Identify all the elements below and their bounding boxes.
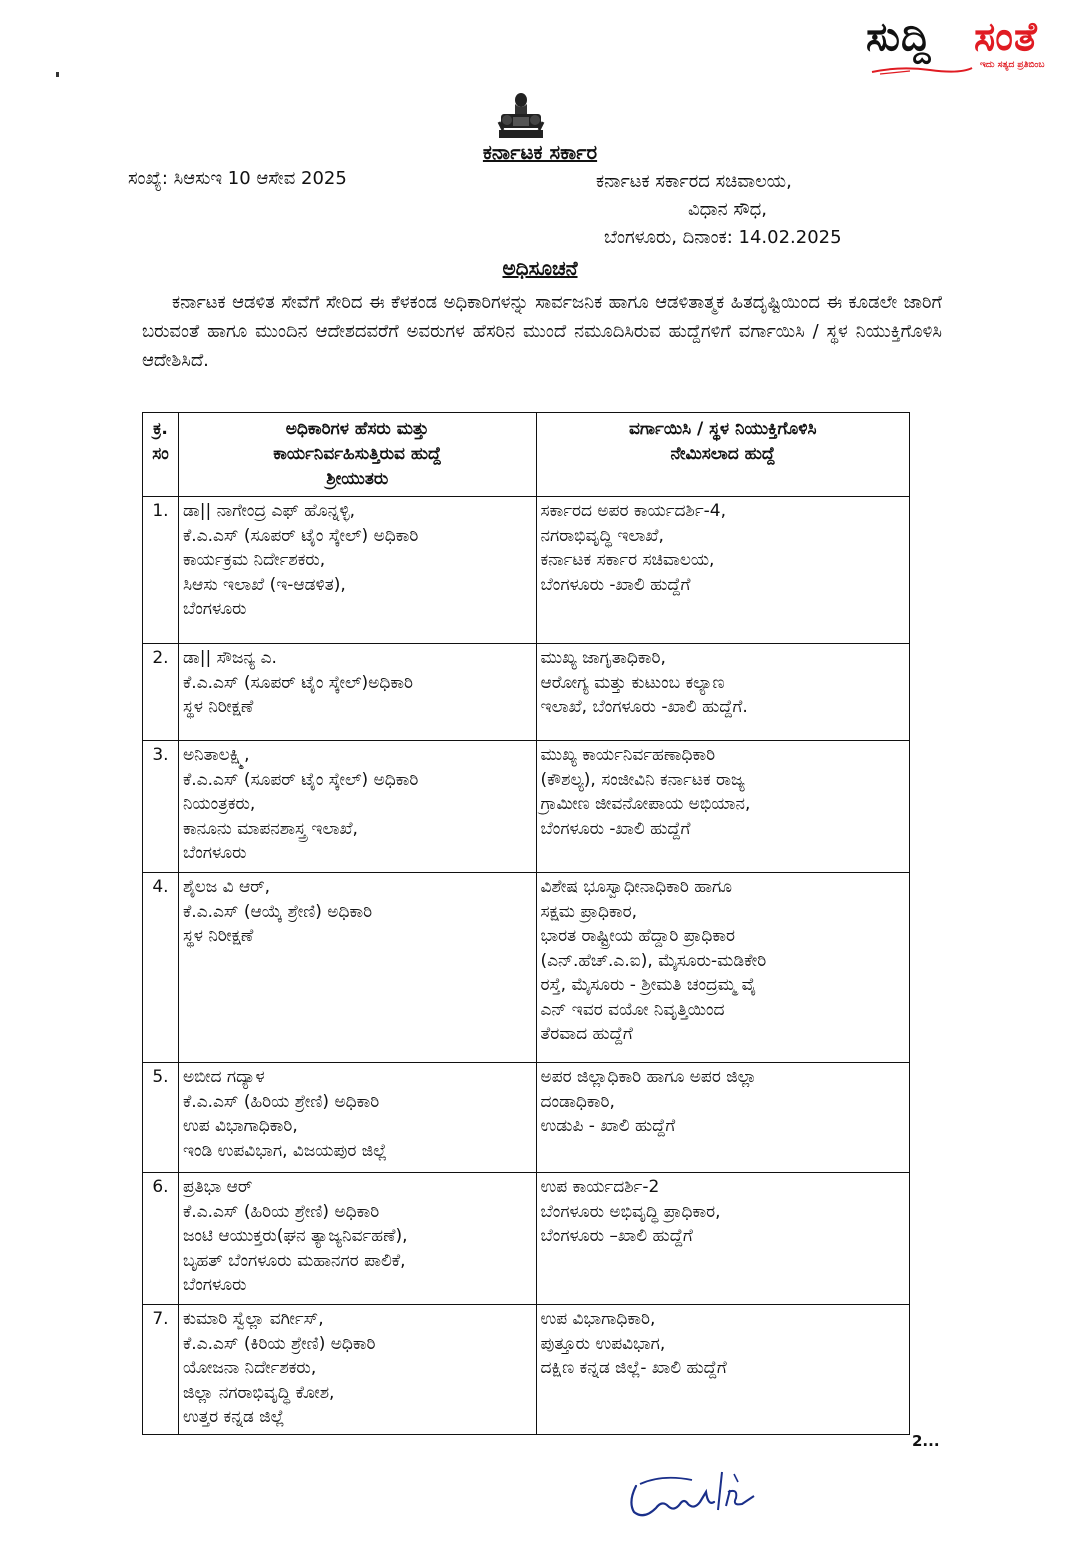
- table-row: [143, 1305, 910, 1435]
- officer-line: ಉತ್ತರ ಕನ್ನಡ ಜಿಲ್ಲೆ: [182, 1407, 285, 1427]
- row-officer: [178, 741, 536, 873]
- posting-line: ಬೆಂಗಳೂರು ಅಭಿವೃದ್ಧಿ ಪ್ರಾಧಿಕಾರ,: [540, 1201, 721, 1222]
- row-officer: [178, 1305, 536, 1435]
- posting-line: ಇಲಾಖೆ, ಬೆಂಗಳೂರು -ಖಾಲಿ ಹುದ್ದೆಗೆ.: [540, 697, 748, 717]
- header-text: ಸಂ: [152, 444, 169, 464]
- posting-line: ಪುತ್ತೂರು ಉಪವಿಭಾಗ,: [540, 1333, 666, 1354]
- row-posting: [536, 1173, 909, 1305]
- header-text: ಕಾರ್ಯನಿರ್ವಹಿಸುತ್ತಿರುವ ಹುದ್ದೆ: [273, 444, 442, 464]
- notification-title: ಅಧಿಸೂಚನೆ: [502, 256, 578, 280]
- page-continued: 2...: [912, 1432, 940, 1450]
- posting-line: ನಗರಾಭಿವೃದ್ಧಿ ಇಲಾಖೆ,: [540, 525, 664, 546]
- row-serial: 4.: [143, 873, 179, 1063]
- posting-line: ಅಪರ ಜಿಲ್ಲಾಧಿಕಾರಿ ಹಾಗೂ ಅಪರ ಜಿಲ್ಲಾ: [540, 1067, 757, 1087]
- header-text: ಶ್ರೀಯುತರು: [326, 469, 389, 489]
- logo-tagline: ಇದು ಸತ್ಯದ ಪ್ರತಿಬಿಂಬ: [980, 60, 1045, 70]
- officer-line: ಜಂಟಿ ಆಯುಕ್ತರು(ಘನ ತ್ಯಾಜ್ಯನಿರ್ವಹಣೆ),: [182, 1226, 408, 1246]
- reference-number: ಸಂಖ್ಯೆ: ಸಿಆಸುಇ 10 ಆಸೇವ 2025: [128, 168, 347, 189]
- posting-line: ಉಪ ಕಾರ್ಯದರ್ಶಿ-2: [540, 1177, 660, 1197]
- officer-line: ಬೆಂಗಳೂರು: [182, 1275, 247, 1295]
- posting-line: ಸಕ್ಷಮ ಪ್ರಾಧಿಕಾರ,: [540, 901, 638, 922]
- officer-line: ಯೋಜನಾ ನಿರ್ದೇಶಕರು,: [182, 1358, 317, 1378]
- posting-line: ಬೆಂಗಳೂರು -ಖಾಲಿ ಹುದ್ದೆಗೆ: [540, 818, 691, 839]
- row-serial: 6.: [143, 1173, 179, 1305]
- posting-line: ಮುಖ್ಯ ಕಾರ್ಯನಿರ್ವಹಣಾಧಿಕಾರಿ: [540, 745, 716, 765]
- table-row: [143, 497, 910, 644]
- karnataka-emblem-icon: [493, 92, 549, 142]
- row-posting: [536, 1305, 909, 1435]
- officer-line: ಇಂಡಿ ಉಪವಿಭಾಗ, ವಿಜಯಪುರ ಜಿಲ್ಲೆ: [182, 1140, 387, 1161]
- logo-word-sante: ಸಂತೆ: [974, 14, 1038, 60]
- table-header-row: [143, 413, 910, 497]
- officer-line: ಅಬೀದ ಗದ್ಯಾಳ: [182, 1067, 265, 1087]
- address-line: ಕರ್ನಾಟಕ ಸರ್ಕಾರದ ಸಚಿವಾಲಯ,: [596, 171, 792, 192]
- officer-line: ಡಾ|| ಸೌಜನ್ಯ ಎ.: [182, 648, 277, 668]
- officer-line: ಕೆ.ಎ.ಎಸ್ (ಸೂಪರ್ ಟೈಂ ಸ್ಕೇಲ್)ಅಧಿಕಾರಿ: [182, 672, 413, 693]
- posting-line: ಕರ್ನಾಟಕ ಸರ್ಕಾರ ಸಚಿವಾಲಯ,: [540, 550, 715, 570]
- row-posting: [536, 644, 909, 741]
- header-text: ನೇಮಿಸಲಾದ ಹುದ್ದೆ: [670, 444, 776, 464]
- posting-line: ದಂಡಾಧಿಕಾರಿ,: [540, 1091, 615, 1112]
- table-row: [143, 1063, 910, 1173]
- officer-line: ಕಾನೂನು ಮಾಪನಶಾಸ್ತ್ರ ಇಲಾಖೆ,: [182, 818, 358, 839]
- posting-line: ಬೆಂಗಳೂರು –ಖಾಲಿ ಹುದ್ದೆಗೆ: [540, 1226, 693, 1246]
- posting-line: ಭಾರತ ರಾಷ್ಟ್ರೀಯ ಹೆದ್ದಾರಿ ಪ್ರಾಧಿಕಾರ: [540, 926, 735, 946]
- officer-line: ಕಾರ್ಯಕ್ರಮ ನಿರ್ದೇಶಕರು,: [182, 550, 326, 570]
- officer-line: ಶೈಲಜ ವಿ ಆರ್,: [182, 877, 271, 897]
- posting-line: (ಎನ್.ಹೆಚ್.ಎ.ಐ), ಮೈಸೂರು-ಮಡಿಕೇರಿ: [540, 950, 767, 971]
- row-officer: [178, 873, 536, 1063]
- row-serial: 5.: [143, 1063, 179, 1173]
- officer-line: ಜಿಲ್ಲಾ ನಗರಾಭಿವೃದ್ಧಿ ಕೋಶ,: [182, 1382, 335, 1403]
- table-row: [143, 1173, 910, 1305]
- watermark-logo: [866, 14, 1066, 76]
- officer-line: ಕೆ.ಎ.ಎಸ್ (ಸೂಪರ್ ಟೈಂ ಸ್ಕೇಲ್) ಅಧಿಕಾರಿ: [182, 525, 419, 546]
- row-officer: [178, 1063, 536, 1173]
- handwritten-signature: [622, 1462, 782, 1524]
- header-officer: [178, 413, 536, 497]
- officer-line: ಸ್ಥಳ ನಿರೀಕ್ಷಣೆ: [182, 697, 254, 717]
- table-row: [143, 644, 910, 741]
- row-officer: [178, 497, 536, 644]
- officer-line: ಕೆ.ಎ.ಎಸ್ (ಹಿರಿಯ ಶ್ರೇಣಿ) ಅಧಿಕಾರಿ: [182, 1091, 380, 1112]
- posting-line: ಉಡುಪಿ - ಖಾಲಿ ಹುದ್ದೆಗೆ: [540, 1116, 676, 1136]
- pen-icon: [870, 64, 974, 76]
- posting-line: ಗ್ರಾಮೀಣ ಜೀವನೋಪಾಯ ಅಭಿಯಾನ,: [540, 794, 751, 814]
- posting-line: ಮುಖ್ಯ ಜಾಗೃತಾಧಿಕಾರಿ,: [540, 648, 666, 668]
- row-serial: 3.: [143, 741, 179, 873]
- header-text: ವರ್ಗಾಯಿಸಿ / ಸ್ಥಳ ನಿಯುಕ್ತಿಗೊಳಿಸಿ: [628, 419, 817, 439]
- posting-line: ರಸ್ತೆ, ಮೈಸೂರು - ಶ್ರೀಮತಿ ಚಂದ್ರಮ್ಮ ವೈ: [540, 975, 757, 995]
- officer-line: ಸಿಆಸು ಇಲಾಖೆ (ಇ-ಆಡಳಿತ),: [182, 574, 346, 595]
- officer-line: ಡಾ|| ನಾಗೇಂದ್ರ ಎಫ್ ಹೊನ್ನಳ್ಳಿ,: [182, 501, 356, 521]
- scan-speck: [56, 72, 59, 77]
- posting-line: ಸರ್ಕಾರದ ಅಪರ ಕಾರ್ಯದರ್ಶಿ-4,: [540, 501, 726, 521]
- row-posting: [536, 497, 909, 644]
- officer-line: ಸ್ಥಳ ನಿರೀಕ್ಷಣೆ: [182, 926, 254, 946]
- row-posting: [536, 741, 909, 873]
- table-row: [143, 873, 910, 1063]
- officer-line: ಬೆಂಗಳೂರು: [182, 843, 247, 863]
- posting-line: ಬೆಂಗಳೂರು -ಖಾಲಿ ಹುದ್ದೆಗೆ: [540, 574, 691, 595]
- transfer-table: [142, 412, 910, 1435]
- posting-line: ಆರೋಗ್ಯ ಮತ್ತು ಕುಟುಂಬ ಕಲ್ಯಾಣ: [540, 672, 725, 693]
- header-text: ಅಧಿಕಾರಿಗಳ ಹೆಸರು ಮತ್ತು: [285, 419, 429, 439]
- officer-line: ಬೆಂಗಳೂರು: [182, 599, 247, 619]
- notification-body-text: ಕರ್ನಾಟಕ ಆಡಳಿತ ಸೇವೆಗೆ ಸೇರಿದ ಈ ಕೆಳಕಂಡ ಅಧಿಕಾರಿಗಳನ್ನು ಸಾರ್ವಜನಿಕ ಹಾಗೂ ಆಡಳಿತಾತ್ಮಕ ಹಿತದೃಷ್ಟಿಯಿಂದ ಈ ಕೂಡಲೇ ಜಾರಿಗೆ ಬರುವಂತೆ ಹಾಗೂ ಮುಂದಿನ ಆದೇಶದವರೆಗೆ ಅವರುಗಳ ಹೆಸರಿನ ಮುಂದೆ ನಮೂದಿಸಿರುವ ಹುದ್ದೆಗಳಿಗೆ ವರ್ಗಾಯಿಸಿ / ಸ್ಥಳ ನಿಯುಕ್ತಿಗೊಳಿಸಿ ಆದೇಶಿಸಿದೆ.: [142, 292, 942, 371]
- row-posting: [536, 1063, 909, 1173]
- row-officer: [178, 1173, 536, 1305]
- header-serial: [143, 413, 179, 497]
- officer-line: ಕೆ.ಎ.ಎಸ್ (ಆಯ್ಕೆ ಶ್ರೇಣಿ) ಅಧಿಕಾರಿ: [182, 901, 373, 922]
- address-date-line: ಬೆಂಗಳೂರು, ದಿನಾಂಕ: 14.02.2025: [604, 227, 842, 248]
- officer-line: ಅನಿತಾಲಕ್ಷ್ಮಿ,: [182, 745, 250, 765]
- posting-line: ಉಪ ವಿಭಾಗಾಧಿಕಾರಿ,: [540, 1309, 656, 1329]
- officer-line: ಕೆ.ಎ.ಎಸ್ (ಕಿರಿಯ ಶ್ರೇಣಿ) ಅಧಿಕಾರಿ: [182, 1333, 376, 1354]
- logo-word-suddi: ಸುದ್ದಿ: [866, 14, 932, 60]
- posting-line: ತೆರವಾದ ಹುದ್ದೆಗೆ: [540, 1024, 633, 1044]
- row-serial: 7.: [143, 1305, 179, 1435]
- row-serial: 1.: [143, 497, 179, 644]
- office-address: [596, 168, 842, 252]
- officer-line: ಬೃಹತ್ ಬೆಂಗಳೂರು ಮಹಾನಗರ ಪಾಲಿಕೆ,: [182, 1250, 406, 1271]
- officer-line: ಕುಮಾರಿ ಸ್ವೆಲ್ಲಾ ವರ್ಗೀಸ್,: [182, 1309, 324, 1329]
- table-row: [143, 741, 910, 873]
- header-posting: [536, 413, 909, 497]
- notification-body: [142, 288, 942, 375]
- header-text: ಕ್ರ.: [153, 419, 168, 439]
- posting-line: ದಕ್ಷಿಣ ಕನ್ನಡ ಜಿಲ್ಲೆ- ಖಾಲಿ ಹುದ್ದೆಗೆ: [540, 1358, 727, 1378]
- officer-line: ಪ್ರತಿಭಾ ಆರ್: [182, 1177, 253, 1197]
- officer-line: ಕೆ.ಎ.ಎಸ್ (ಸೂಪರ್ ಟೈಂ ಸ್ಕೇಲ್) ಅಧಿಕಾರಿ: [182, 769, 419, 790]
- officer-line: ಕೆ.ಎ.ಎಸ್ (ಹಿರಿಯ ಶ್ರೇಣಿ) ಅಧಿಕಾರಿ: [182, 1201, 380, 1222]
- row-serial: 2.: [143, 644, 179, 741]
- government-title: ಕರ್ನಾಟಕ ಸರ್ಕಾರ: [482, 140, 598, 164]
- table-body: [143, 497, 910, 1435]
- officer-line: ನಿಯಂತ್ರಕರು,: [182, 794, 256, 814]
- posting-line: ಎನ್ ಇವರ ವಯೋ ನಿವೃತ್ತಿಯಿಂದ: [540, 999, 725, 1020]
- posting-line: ವಿಶೇಷ ಭೂಸ್ವಾಧೀನಾಧಿಕಾರಿ ಹಾಗೂ: [540, 877, 733, 897]
- address-line: ವಿಧಾನ ಸೌಧ,: [688, 199, 767, 220]
- posting-line: (ಕೌಶಲ್ಯ), ಸಂಜೀವಿನಿ ಕರ್ನಾಟಕ ರಾಜ್ಯ: [540, 769, 745, 790]
- officer-line: ಉಪ ವಿಭಾಗಾಧಿಕಾರಿ,: [182, 1116, 298, 1136]
- row-posting: [536, 873, 909, 1063]
- row-officer: [178, 644, 536, 741]
